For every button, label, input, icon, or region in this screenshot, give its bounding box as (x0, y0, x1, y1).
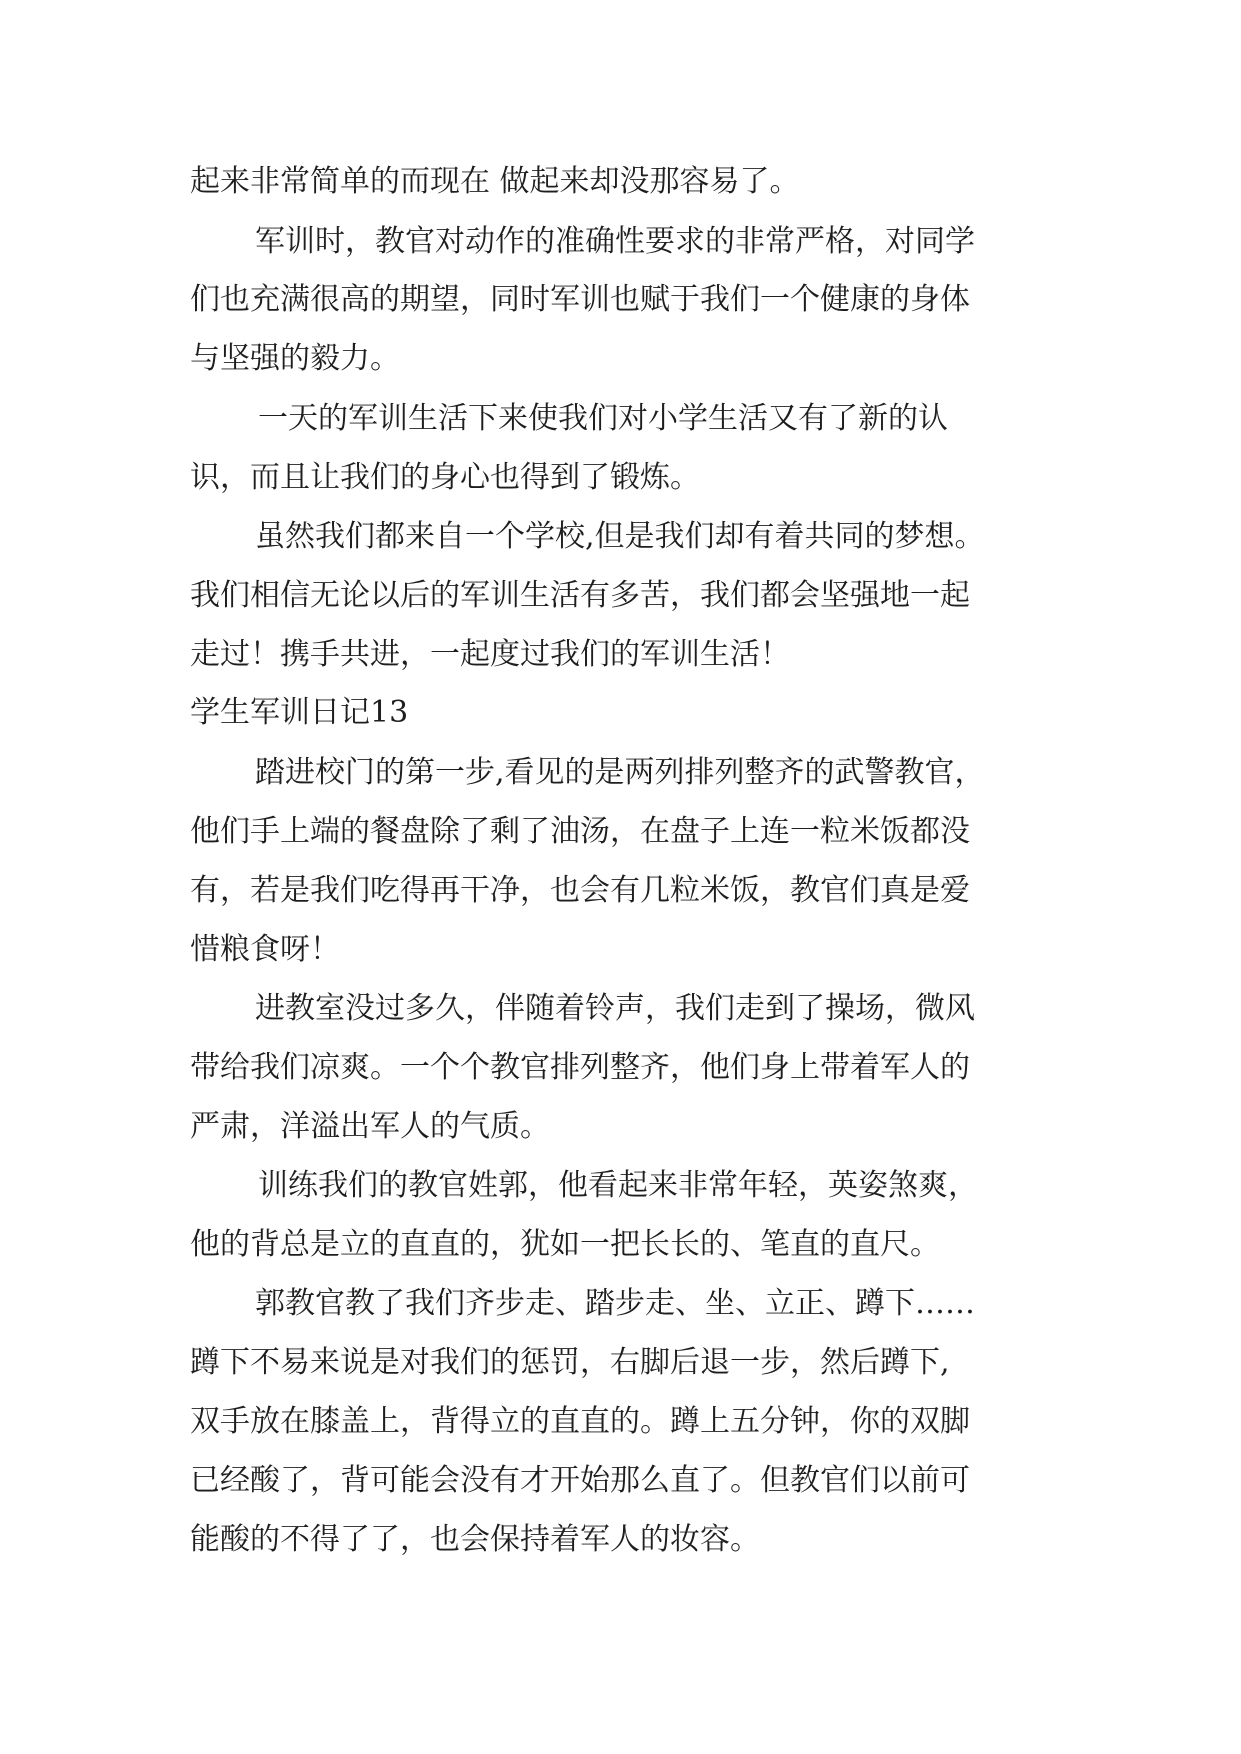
paragraph-line: 有，若是我们吃得再干净，也会有几粒米饭，教官们真是爱 (190, 873, 970, 908)
paragraph-line: 军训时，教官对动作的准确性要求的非常严格，对同学 (255, 224, 975, 259)
paragraph-line: 虽然我们都来自一个学校,但是我们却有着共同的梦想。 (255, 519, 985, 554)
paragraph-line: 郭教官教了我们齐步走、踏步走、坐、立正、蹲下…… (255, 1286, 975, 1321)
paragraph-line: 识，而且让我们的身心也得到了锻炼。 (190, 460, 700, 495)
paragraph-line: 他的背总是立的直直的，犹如一把长长的、笔直的直尺。 (190, 1227, 940, 1262)
paragraph-line: 与坚强的毅力。 (190, 341, 400, 376)
paragraph-line: 惜粮食呀！ (190, 932, 340, 967)
paragraph-line: 走过！携手共进，一起度过我们的军训生活！ (190, 637, 790, 672)
paragraph-line: 双手放在膝盖上，背得立的直直的。蹲上五分钟，你的双脚 (190, 1404, 970, 1439)
paragraph-line: 训练我们的教官姓郭，他看起来非常年轻，英姿煞爽， (258, 1168, 978, 1203)
paragraph-line: 蹲下不易来说是对我们的惩罚，右脚后退一步，然后蹲下, (190, 1345, 950, 1380)
paragraph-line: 能酸的不得了了，也会保持着军人的妆容。 (190, 1522, 760, 1557)
paragraph-line: 起来非常简单的而现在 做起来却没那容易了。 (190, 164, 800, 199)
paragraph-line: 严肃，洋溢出军人的气质。 (190, 1109, 550, 1144)
paragraph-line: 带给我们凉爽。一个个教官排列整齐，他们身上带着军人的 (190, 1050, 970, 1085)
paragraph-line: 进教室没过多久，伴随着铃声，我们走到了操场，微风 (255, 991, 975, 1026)
section-heading: 学生军训日记13 (190, 695, 409, 730)
paragraph-line: 他们手上端的餐盘除了剩了油汤，在盘子上连一粒米饭都没 (190, 814, 970, 849)
paragraph-line: 已经酸了，背可能会没有才开始那么直了。但教官们以前可 (190, 1463, 970, 1498)
paragraph-line: 踏进校门的第一步,看见的是两列排列整齐的武警教官， (255, 755, 985, 790)
paragraph-line: 一天的军训生活下来使我们对小学生活又有了新的认 (258, 401, 948, 436)
paragraph-line: 们也充满很高的期望，同时军训也赋于我们一个健康的身体 (190, 282, 970, 317)
paragraph-line: 我们相信无论以后的军训生活有多苦，我们都会坚强地一起 (190, 578, 970, 613)
